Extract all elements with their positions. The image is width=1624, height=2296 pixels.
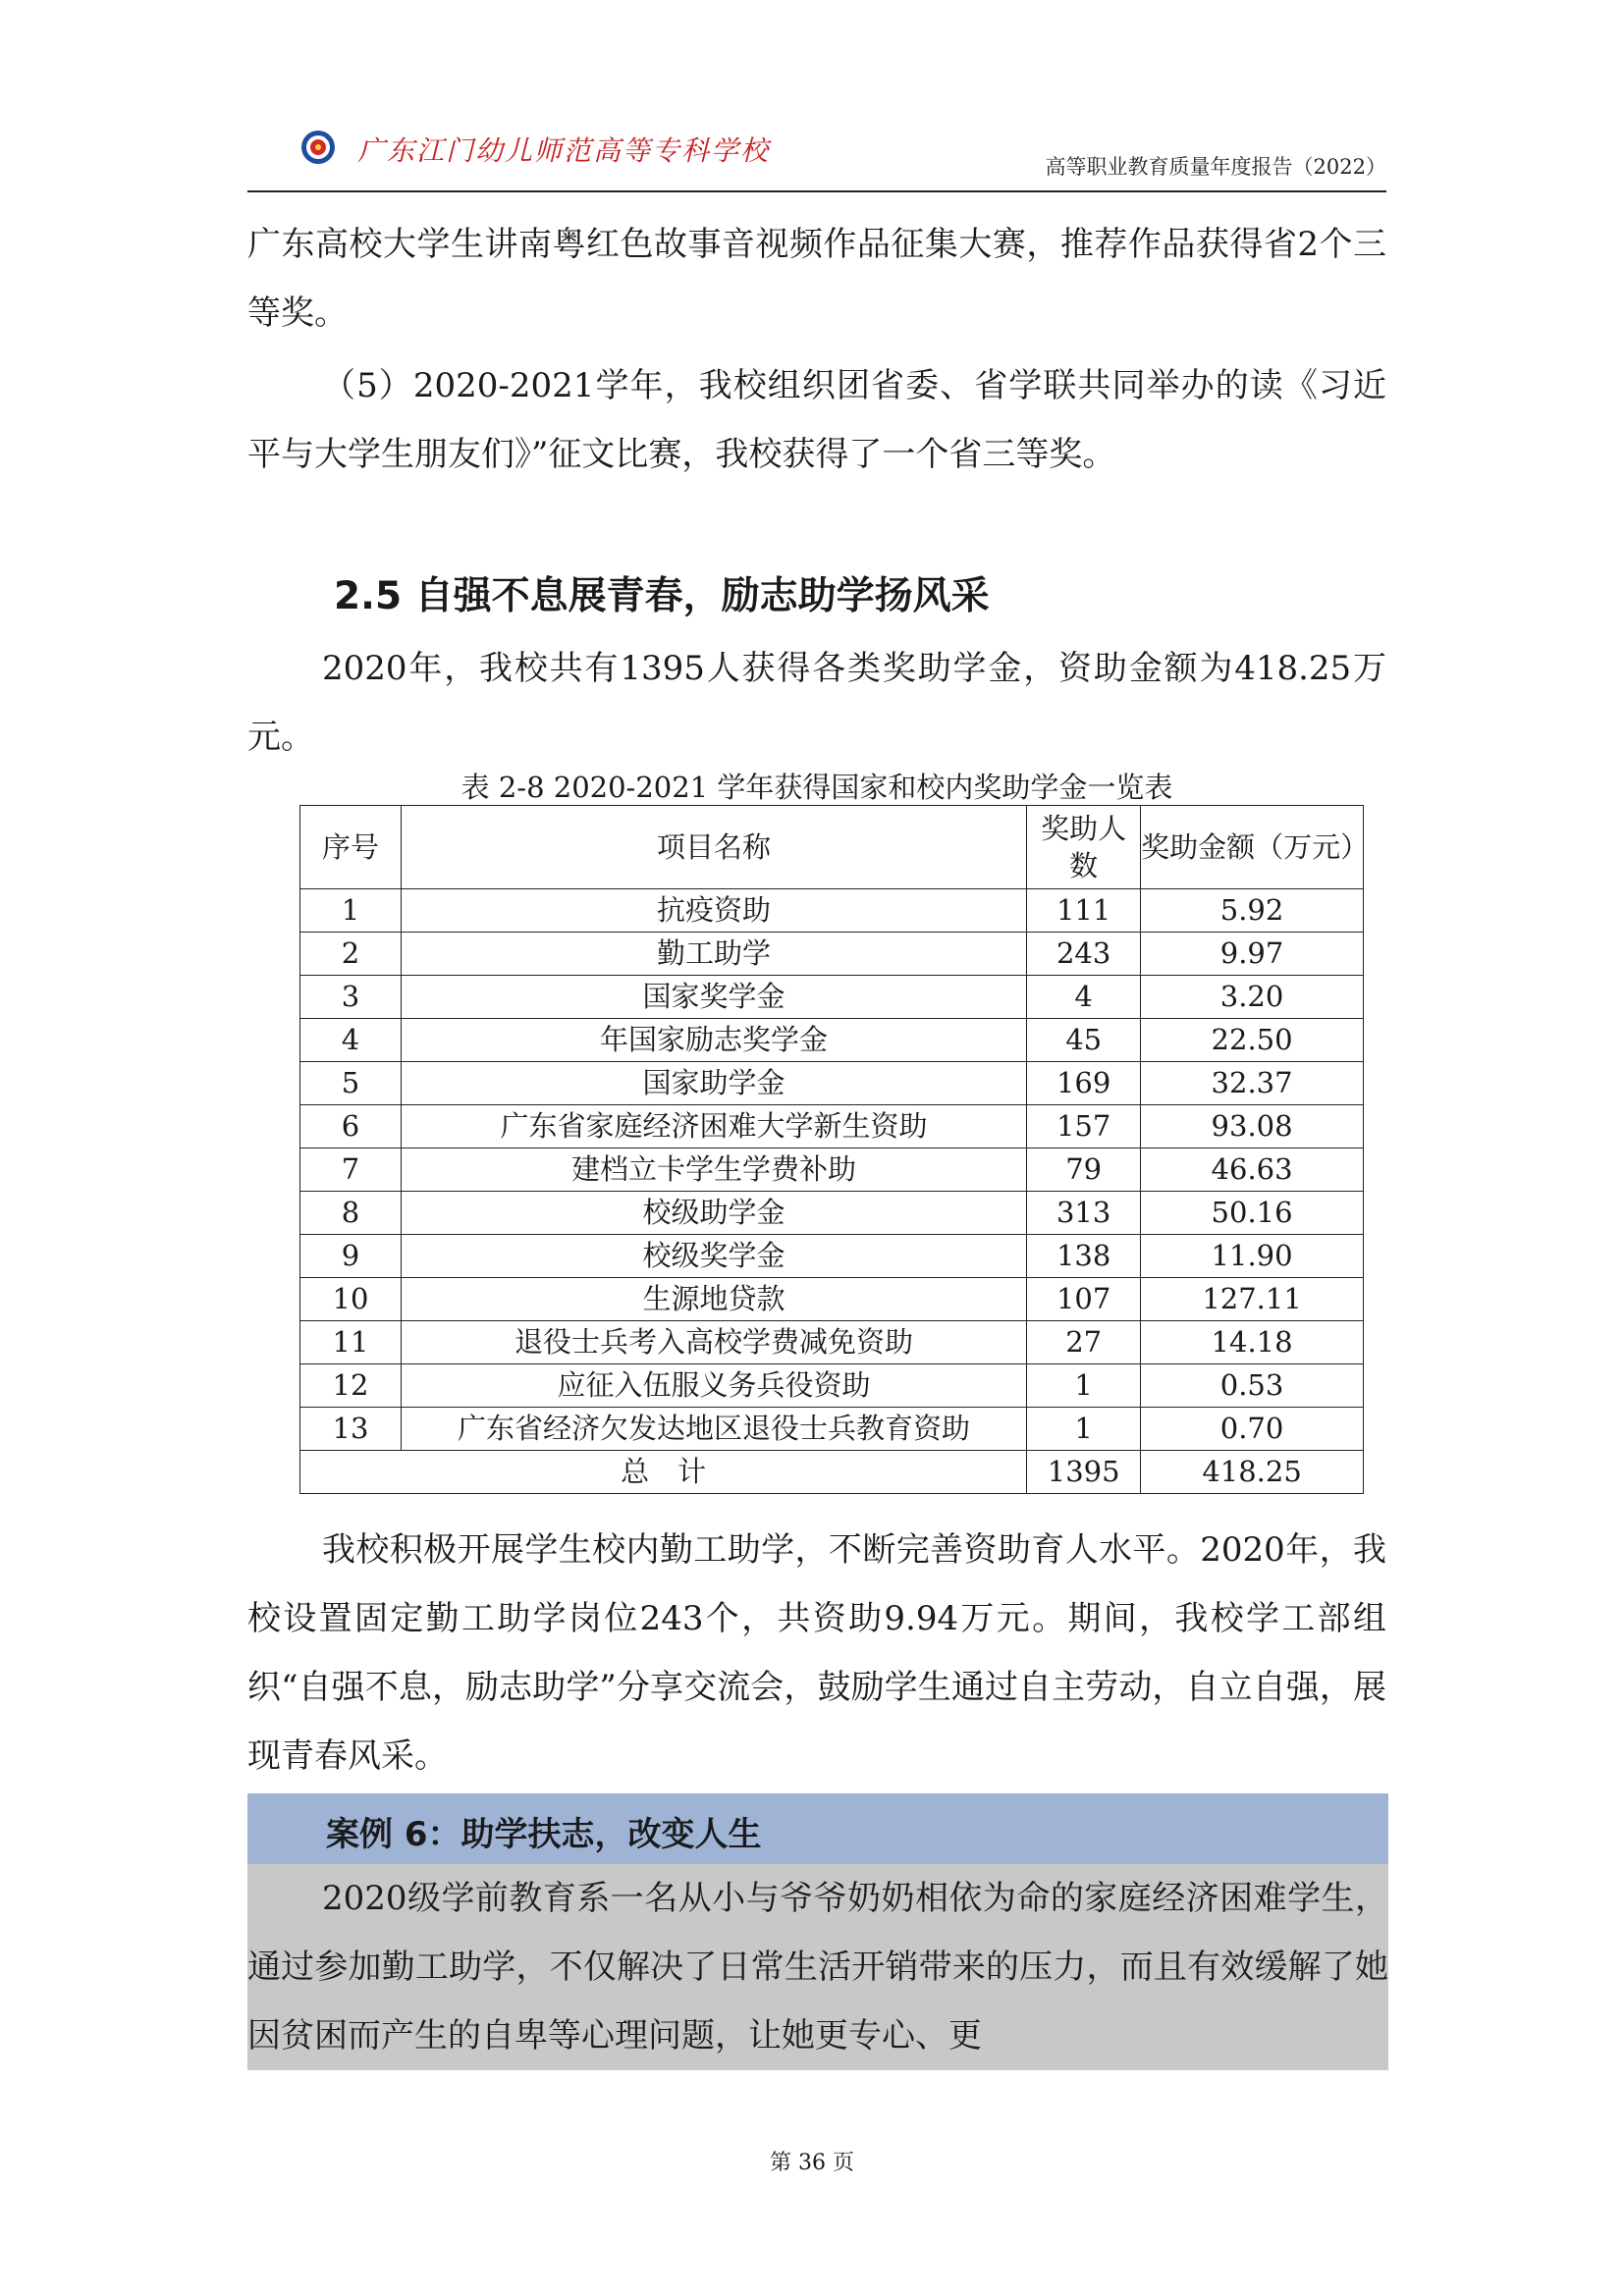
page-number: 第 36 页: [770, 2151, 854, 2175]
table-row: [300, 1192, 1364, 1235]
cell-no: 9: [300, 1235, 402, 1278]
table-row: [300, 976, 1364, 1019]
cell-count: 79: [1027, 1148, 1141, 1192]
cell-count: 111: [1027, 889, 1141, 933]
cell-name: 校级奖学金: [401, 1235, 1026, 1278]
header-count: 奖助人数: [1027, 806, 1141, 889]
table-row: [300, 1019, 1364, 1062]
cell-no: 2: [300, 933, 402, 976]
school-name-logo: 广东江门幼儿师范高等专科学校: [357, 134, 771, 167]
cell-name: 抗疫资助: [401, 889, 1026, 933]
cell-name: 国家助学金: [401, 1062, 1026, 1105]
header-no: 序号: [300, 806, 402, 889]
header-name: 项目名称: [401, 806, 1026, 889]
cell-name: 建档立卡学生学费补助: [401, 1148, 1026, 1192]
cell-amount: 127.11: [1141, 1278, 1364, 1321]
table-row: [300, 1105, 1364, 1148]
cell-count: 169: [1027, 1062, 1141, 1105]
total-amount: 418.25: [1141, 1451, 1364, 1494]
cell-amount: 11.90: [1141, 1235, 1364, 1278]
cell-count: 1: [1027, 1408, 1141, 1451]
cell-no: 11: [300, 1321, 402, 1364]
cell-count: 4: [1027, 976, 1141, 1019]
cell-count: 45: [1027, 1019, 1141, 1062]
table-caption: 表 2-8 2020-2021 学年获得国家和校内奖助学金一览表: [460, 771, 1173, 804]
total-label: 总 计: [300, 1451, 1027, 1494]
cell-amount: 0.53: [1141, 1364, 1364, 1408]
cell-amount: 50.16: [1141, 1192, 1364, 1235]
cell-amount: 32.37: [1141, 1062, 1364, 1105]
paragraph-3: 2020年，我校共有1395人获得各类奖助学金，资助金额为418.25万元。: [247, 649, 1386, 757]
report-title: 高等职业教育质量年度报告（2022）: [1045, 155, 1386, 179]
cell-amount: 9.97: [1141, 933, 1364, 976]
case-title: 案例 6：助学扶志，改变人生: [326, 1815, 762, 1854]
cell-count: 27: [1027, 1321, 1141, 1364]
cell-no: 6: [300, 1105, 402, 1148]
cell-count: 243: [1027, 933, 1141, 976]
cell-name: 生源地贷款: [401, 1278, 1026, 1321]
awards-table: [299, 805, 1370, 1494]
cell-amount: 3.20: [1141, 976, 1364, 1019]
header-amount: 奖助金额（万元）: [1141, 806, 1364, 889]
cell-name: 年国家励志奖学金: [401, 1019, 1026, 1062]
section-heading: 2.5 自强不息展青春，励志助学扬风采: [334, 574, 990, 618]
paragraph-1: 广东高校大学生讲南粤红色故事音视频作品征集大赛，推荐作品获得省2个三等奖。: [247, 225, 1386, 333]
school-emblem-icon: [300, 130, 336, 165]
cell-name: 退役士兵考入高校学费减免资助: [401, 1321, 1026, 1364]
page-header: [247, 126, 1386, 192]
cell-no: 13: [300, 1408, 402, 1451]
cell-amount: 5.92: [1141, 889, 1364, 933]
table-header-row: [300, 806, 1364, 889]
paragraph-2: （5）2020-2021学年，我校组织团省委、省学联共同举办的读《习近平与大学生朋友们》”征文比赛，我校获得了一个省三等奖。: [247, 366, 1386, 474]
cell-count: 157: [1027, 1105, 1141, 1148]
table-total-row: [300, 1451, 1364, 1494]
cell-name: 校级助学金: [401, 1192, 1026, 1235]
cell-count: 1: [1027, 1364, 1141, 1408]
paragraph-4: 我校积极开展学生校内勤工助学，不断完善资助育人水平。2020年，我校设置固定勤工助学岗位243个，共资助9.94万元。期间，我校学工部组织“自强不息，励志助学”分享交流会，鼓励学生通过自主劳动，自立自强，展现青春风采。: [247, 1530, 1386, 1776]
cell-name: 国家奖学金: [401, 976, 1026, 1019]
case-text: 2020级学前教育系一名从小与爷爷奶奶相依为命的家庭经济困难学生，通过参加勤工助学，不仅解决了日常生活开销带来的压力，而且有效缓解了她因贫困而产生的自卑等心理问题，让她更专心、更: [247, 1879, 1388, 2056]
table-row: [300, 889, 1364, 933]
cell-amount: 0.70: [1141, 1408, 1364, 1451]
case-body: [247, 1864, 1388, 2070]
cell-no: 5: [300, 1062, 402, 1105]
table-row: [300, 933, 1364, 976]
cell-no: 8: [300, 1192, 402, 1235]
cell-no: 1: [300, 889, 402, 933]
cell-name: 勤工助学: [401, 933, 1026, 976]
table-row: [300, 1364, 1364, 1408]
cell-no: 10: [300, 1278, 402, 1321]
table-row: [300, 1235, 1364, 1278]
table-row: [300, 1408, 1364, 1451]
table-row: [300, 1278, 1364, 1321]
cell-no: 4: [300, 1019, 402, 1062]
cell-amount: 46.63: [1141, 1148, 1364, 1192]
cell-no: 12: [300, 1364, 402, 1408]
cell-name: 应征入伍服义务兵役资助: [401, 1364, 1026, 1408]
cell-amount: 93.08: [1141, 1105, 1364, 1148]
cell-no: 7: [300, 1148, 402, 1192]
cell-name: 广东省经济欠发达地区退役士兵教育资助: [401, 1408, 1026, 1451]
total-count: 1395: [1027, 1451, 1141, 1494]
cell-amount: 22.50: [1141, 1019, 1364, 1062]
table-row: [300, 1321, 1364, 1364]
cell-count: 313: [1027, 1192, 1141, 1235]
table-row: [300, 1148, 1364, 1192]
cell-no: 3: [300, 976, 402, 1019]
table-row: [300, 1062, 1364, 1105]
cell-count: 138: [1027, 1235, 1141, 1278]
cell-count: 107: [1027, 1278, 1141, 1321]
cell-name: 广东省家庭经济困难大学新生资助: [401, 1105, 1026, 1148]
case-title-bar: [247, 1793, 1388, 1864]
cell-amount: 14.18: [1141, 1321, 1364, 1364]
